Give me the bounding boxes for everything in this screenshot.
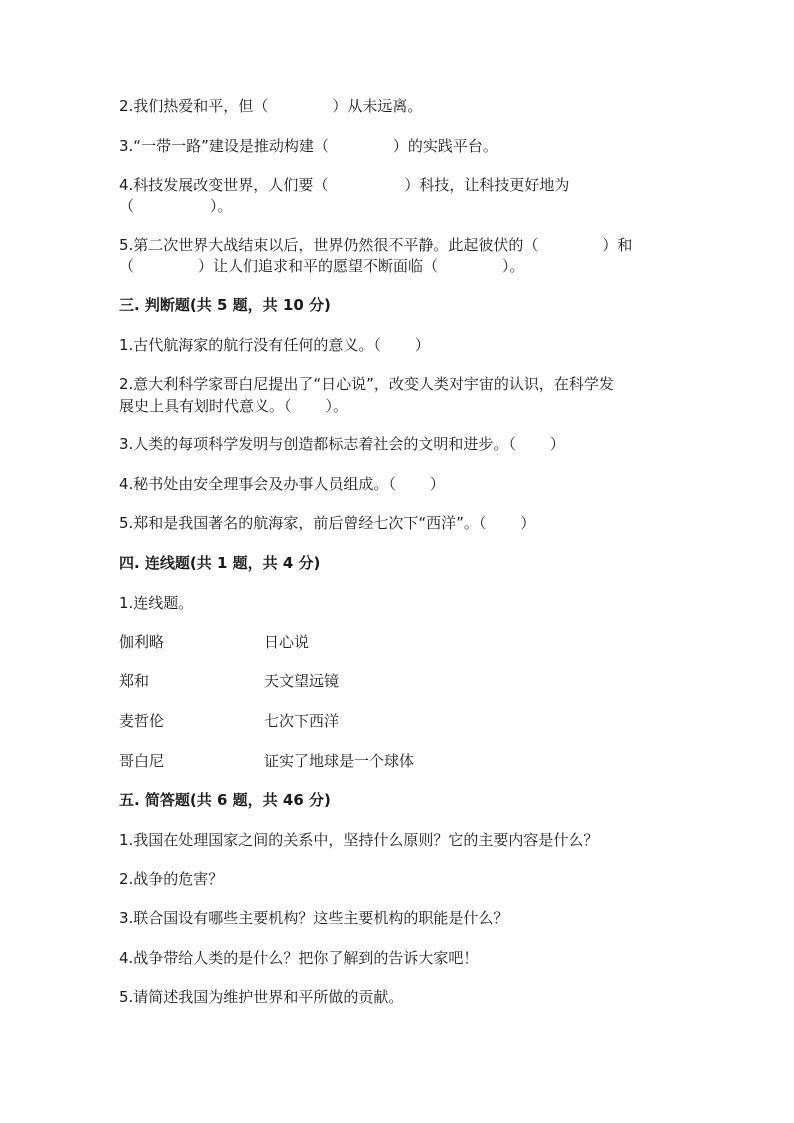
short-answer-question-2: 2.战争的危害？ xyxy=(119,870,224,888)
fill-question-5-line2: （ ）让人们追求和平的愿望不断面临（ ）。 xyxy=(119,257,525,275)
short-answer-question-3: 3.联合国设有哪些主要机构？这些主要机构的职能是什么？ xyxy=(119,909,509,927)
matching-right-1: 日心说 xyxy=(264,633,310,651)
matching-right-4: 证实了地球是一个球体 xyxy=(264,752,415,770)
judge-question-2-line1: 2.意大利科学家哥白尼提出了“日心说”，改变人类对宇宙的认识，在科学发 xyxy=(119,375,614,393)
matching-right-3: 七次下西洋 xyxy=(264,712,340,730)
fill-question-3: 3.“一带一路”建设是推动构建（ ）的实践平台。 xyxy=(119,137,498,155)
judge-question-5: 5.郑和是我国著名的航海家，前后曾经七次下“西洋”。（ ） xyxy=(119,514,536,532)
judge-question-1: 1.古代航海家的航行没有任何的意义。（ ） xyxy=(119,336,430,354)
short-answer-question-4: 4.战争带给人类的是什么？把你了解到的告诉大家吧！ xyxy=(119,949,479,967)
section-heading-short-answer: 五. 简答题(共 6 题，共 46 分) xyxy=(119,791,331,809)
matching-question: 1.连线题。 xyxy=(119,594,194,612)
section-heading-matching: 四. 连线题(共 1 题，共 4 分) xyxy=(119,554,321,572)
short-answer-question-1: 1.我国在处理国家之间的关系中，坚持什么原则？它的主要内容是什么？ xyxy=(119,831,599,849)
fill-question-5-line1: 5.第二次世界大战结束以后，世界仍然很不平静。此起彼伏的（ ）和 xyxy=(119,236,633,254)
matching-right-2: 天文望远镜 xyxy=(264,672,340,690)
judge-question-4: 4.秘书处由安全理事会及办事人员组成。（ ） xyxy=(119,475,445,493)
fill-question-4-line2: （ ）。 xyxy=(119,197,233,215)
judge-question-3: 3.人类的每项科学发明与创造都标志着社会的文明和进步。（ ） xyxy=(119,435,565,453)
fill-question-4-line1: 4.科技发展改变世界，人们要（ ）科技，让科技更好地为 xyxy=(119,176,570,194)
short-answer-question-5: 5.请简述我国为维护世界和平所做的贡献。 xyxy=(119,988,404,1006)
fill-question-2: 2.我们热爱和平，但（ ）从未远离。 xyxy=(119,97,423,115)
judge-question-2-line2: 展史上具有划时代意义。（ ）。 xyxy=(119,397,349,415)
matching-left-4: 哥白尼 xyxy=(119,752,165,770)
matching-left-1: 伽利略 xyxy=(119,633,165,651)
section-heading-judgement: 三. 判断题(共 5 题，共 10 分) xyxy=(119,296,331,314)
matching-left-2: 郑和 xyxy=(119,672,150,690)
matching-left-3: 麦哲伦 xyxy=(119,712,165,730)
